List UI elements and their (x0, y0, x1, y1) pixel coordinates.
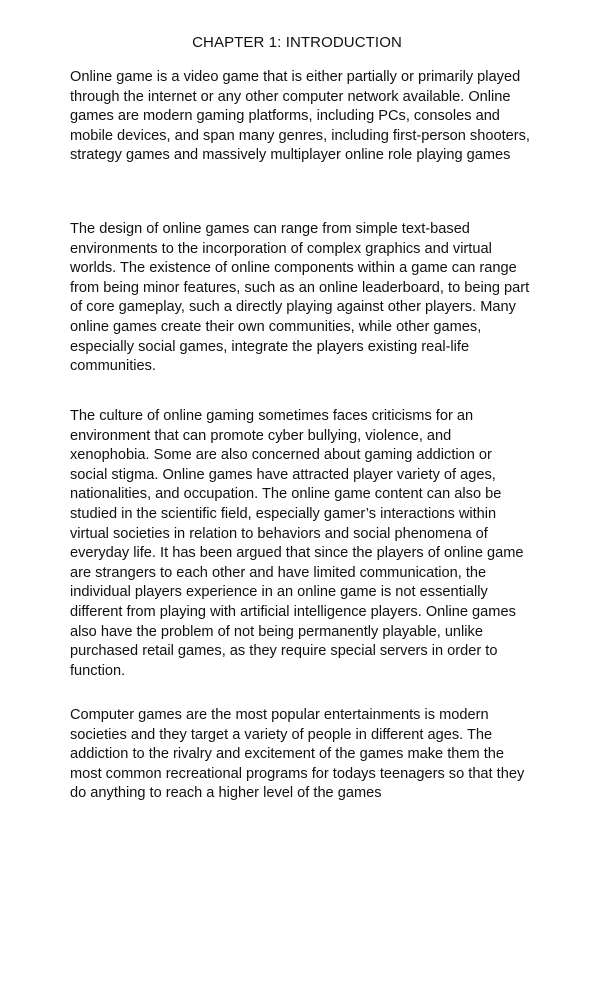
chapter-title: CHAPTER 1: INTRODUCTION (192, 34, 402, 51)
paragraph-online-game-definition: Online game is a video game that is either partially or primarily played through the internet or any other computer network available. Online games are modern gaming platforms, including PCs, consoles and mobile devices, and span many genres, including first-person shooters, strategy games and massively multiplayer online role playing games (70, 69, 530, 164)
paragraph-computer-games-popularity: Computer games are the most popular entertainments is modern societies and they target a variety of people in different ages. The addiction to the rivalry and excitement of the games make them the most common recreational programs for todays teenagers so that they do anything to reach a higher level of the games (70, 707, 525, 802)
paragraph-online-game-design: The design of online games can range from simple text-based environments to the incorporation of complex graphics and virtual worlds. The existence of online components within a game can range from being minor features, such as an online leaderboard, to being part of core gameplay, such a directly playing against other players. Many online games create their own communities, while other games, especially social games, integrate the players existing real-life communities. (70, 221, 530, 375)
paragraph-online-gaming-culture: The culture of online gaming sometimes faces criticisms for an environment that can promote cyber bullying, violence, and xenophobia. Some are also concerned about gaming addiction or social stigma. Online games have attracted player variety of ages, nationalities, and occupation. The online game content can also be studied in the scientific field, especially gamer’s interactions within virtual societies in relation to behaviors and social phenomena of everyday life. It has been argued that since the players of online game are strangers to each other and have limited communication, the individual players experience in an online game is not essentially different from playing with artificial intelligence players. Online games also have the problem of not being permanently playable, unlike purchased retail games, as they require special servers in order to function. (70, 408, 524, 679)
